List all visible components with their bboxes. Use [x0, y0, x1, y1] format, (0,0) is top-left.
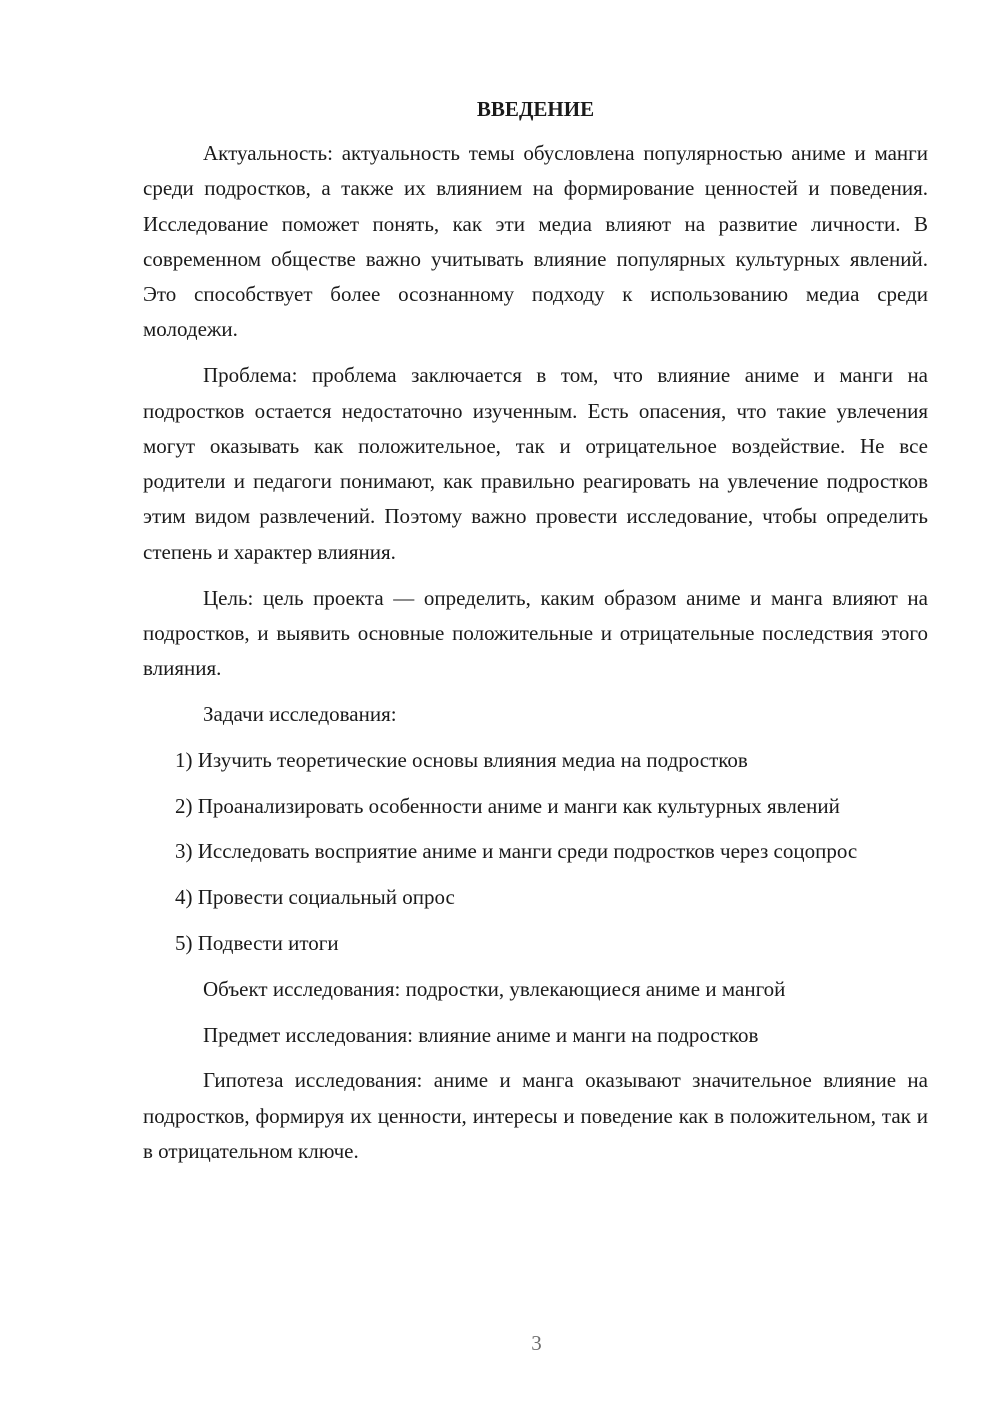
goal-paragraph: Цель: цель проекта — определить, каким образом аниме и манга влияют на подростков, и выявить основные положительные и отрицательные последствия этого влияния. [143, 585, 928, 681]
task-item-5: 5) Подвести итоги [175, 930, 339, 955]
research-subject-paragraph: Предмет исследования: влияние аниме и манги на подростков [203, 1022, 759, 1047]
section-title: ВВЕДЕНИЕ [476, 97, 595, 121]
task-item-2: 2) Проанализировать особенности аниме и манги как культурных явлений [175, 793, 840, 818]
task-item-4: 4) Провести социальный опрос [175, 885, 455, 910]
page-number: 3 [531, 1331, 542, 1355]
task-item-1: 1) Изучить теоретические основы влияния медиа на подростков [175, 747, 748, 772]
research-object-paragraph: Объект исследования: подростки, увлекающиеся аниме и мангой [203, 976, 786, 1001]
tasks-heading: Задачи исследования: [203, 701, 397, 726]
problem-paragraph: Проблема: проблема заключается в том, что влияние аниме и манги на подростков остается недостаточно изученным. Есть опасения, что такие увлечения могут оказывать как положительное, так и отрицательное воздействие. Не все родители и педагоги понимают, как правильно реагировать на увлечение подростков этим видом развлечений. Поэтому важно провести исследование, чтобы определить степень и характер влияния. [143, 363, 928, 564]
relevance-paragraph: Актуальность: актуальность темы обусловлена популярностью аниме и манги среди подростков, а также их влиянием на формирование ценностей и поведения. Исследование поможет понять, как эти медиа влияют на развитие личности. В современном обществе важно учитывать влияние популярных культурных явлений. Это способствует более осознанному подходу к использованию медиа среди молодежи. [143, 141, 928, 342]
task-item-3: 3) Исследовать восприятие аниме и манги среди подростков через соцопрос [175, 839, 858, 864]
hypothesis-paragraph: Гипотеза исследования: аниме и манга оказывают значительное влияние на подростков, формируя их ценности, интересы и поведение как в положительном, так и в отрицательном ключе. [143, 1068, 928, 1163]
document-page [143, 92, 928, 1180]
